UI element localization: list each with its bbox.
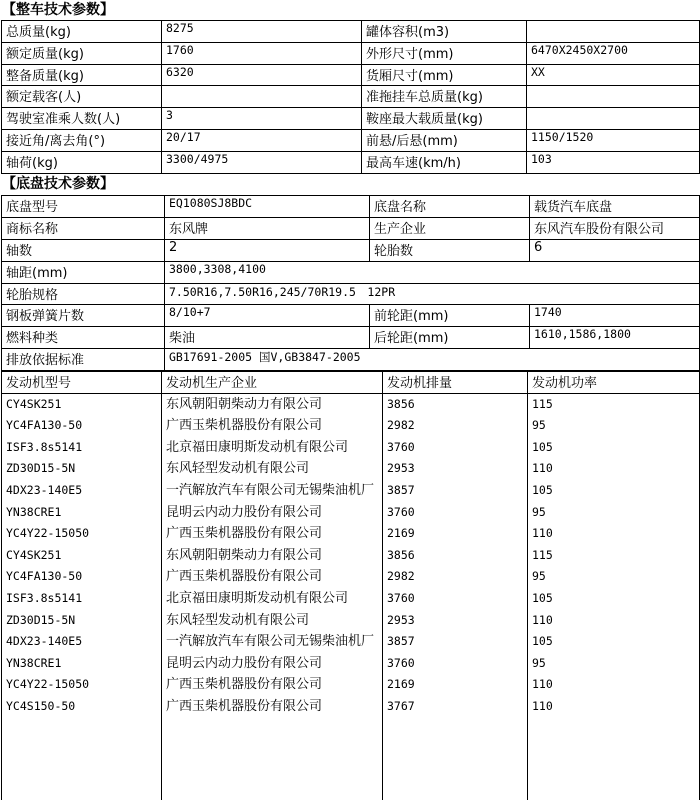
engine-displacement: 3857 xyxy=(387,634,415,649)
table-cell: 排放依据标准 xyxy=(2,349,165,371)
table-cell: 鞍座最大载质量(kg) xyxy=(362,108,527,130)
table-row xyxy=(2,151,700,173)
table-cell: 柴油 xyxy=(165,327,370,349)
engine-displacement: 3856 xyxy=(387,396,415,411)
table-cell: 罐体容积(m3) xyxy=(362,21,527,43)
table-row xyxy=(2,42,700,64)
table-cell: 1760 xyxy=(162,42,362,64)
engine-maker: 北京福田康明斯发动机有限公司 xyxy=(166,439,349,455)
table-cell: 商标名称 xyxy=(2,217,165,239)
engine-model: YC4Y22-15050 xyxy=(6,526,90,541)
engine-maker: 一汽解放汽车有限公司无锡柴油机厂 xyxy=(166,482,375,498)
engine-displacement: 3857 xyxy=(387,482,415,497)
engine-maker: 东风朝阳朝柴动力有限公司 xyxy=(166,396,323,412)
engine-power: 95 xyxy=(532,655,546,670)
engine-maker: 东风朝阳朝柴动力有限公司 xyxy=(166,547,323,563)
engine-displacement-list xyxy=(383,393,528,800)
engine-maker: 东风轻型发动机有限公司 xyxy=(166,461,310,477)
table-cell: EQ1080SJ8BDC xyxy=(165,196,370,218)
table-cell: 轴数 xyxy=(2,239,165,261)
table-cell xyxy=(527,86,700,108)
engine-model: YC4FA130-50 xyxy=(6,569,83,584)
engine-table xyxy=(1,371,700,800)
table-header-row xyxy=(2,372,700,394)
engine-maker: 广西玉柴机器股份有限公司 xyxy=(166,698,323,714)
engine-displacement: 2169 xyxy=(387,526,415,541)
table-cell: 1610,1586,1800 xyxy=(530,327,700,349)
engine-model: ZD30D15-5N xyxy=(6,461,76,476)
table-row xyxy=(2,196,700,218)
engine-model: ZD30D15-5N xyxy=(6,612,76,627)
table-cell: 3800,3308,4100 xyxy=(165,261,700,283)
table-row xyxy=(2,283,700,305)
engine-displacement: 3767 xyxy=(387,698,415,713)
engine-power: 110 xyxy=(532,698,553,713)
table-cell: 准拖挂车总质量(kg) xyxy=(362,86,527,108)
engine-power: 105 xyxy=(532,634,553,649)
table-cell: 外形尺寸(mm) xyxy=(362,42,527,64)
table-cell: 钢板弹簧片数 xyxy=(2,305,165,327)
table-cell: 最高车速(km/h) xyxy=(362,151,527,173)
table-cell: 前悬/后悬(mm) xyxy=(362,129,527,151)
column-header: 发动机生产企业 xyxy=(162,372,383,394)
engine-power: 115 xyxy=(532,547,553,562)
engine-model: 4DX23-140E5 xyxy=(6,482,83,497)
vehicle-params-table xyxy=(1,20,700,174)
engine-power: 110 xyxy=(532,612,553,627)
table-cell: 东风汽车股份有限公司 xyxy=(530,217,700,239)
engine-displacement: 3760 xyxy=(387,590,415,605)
table-row xyxy=(2,21,700,43)
engine-maker-list xyxy=(162,393,383,800)
table-cell: 轮胎规格 xyxy=(2,283,165,305)
table-cell: 1740 xyxy=(530,305,700,327)
engine-displacement: 2953 xyxy=(387,612,415,627)
engine-power: 95 xyxy=(532,418,546,433)
table-cell: 额定质量(kg) xyxy=(2,42,162,64)
table-row xyxy=(2,86,700,108)
engine-displacement: 3760 xyxy=(387,504,415,519)
table-row xyxy=(2,217,700,239)
engine-maker: 广西玉柴机器股份有限公司 xyxy=(166,569,323,585)
table-cell: 20/17 xyxy=(162,129,362,151)
table-cell: 底盘型号 xyxy=(2,196,165,218)
table-cell: 后轮距(mm) xyxy=(370,327,530,349)
engine-power-list xyxy=(528,393,700,800)
table-cell: 轮胎数 xyxy=(370,239,530,261)
table-cell xyxy=(162,86,362,108)
table-cell: 轴距(mm) xyxy=(2,261,165,283)
table-row xyxy=(2,64,700,86)
engine-model: YC4FA130-50 xyxy=(6,418,83,433)
engine-maker: 北京福田康明斯发动机有限公司 xyxy=(166,590,349,606)
engine-displacement: 3760 xyxy=(387,655,415,670)
engine-maker: 一汽解放汽车有限公司无锡柴油机厂 xyxy=(166,634,375,650)
engine-displacement: 2953 xyxy=(387,461,415,476)
table-cell: 东风牌 xyxy=(165,217,370,239)
engine-displacement: 2169 xyxy=(387,677,415,692)
table-row xyxy=(2,108,700,130)
table-cell: 载货汽车底盘 xyxy=(530,196,700,218)
engine-model: ISF3.8s5141 xyxy=(6,590,83,605)
table-cell: 3300/4975 xyxy=(162,151,362,173)
table-cell: 货厢尺寸(mm) xyxy=(362,64,527,86)
engine-model-list xyxy=(2,393,162,800)
engine-power: 95 xyxy=(532,569,546,584)
table-cell: 3 xyxy=(162,108,362,130)
table-row xyxy=(2,305,700,327)
table-cell: 燃料种类 xyxy=(2,327,165,349)
table-cell: 整备质量(kg) xyxy=(2,64,162,86)
engine-displacement: 2982 xyxy=(387,418,415,433)
engine-list-row xyxy=(2,393,700,800)
engine-power: 105 xyxy=(532,482,553,497)
table-cell: 8275 xyxy=(162,21,362,43)
vehicle-params-heading: 【整车技术参数】 xyxy=(0,0,700,20)
engine-maker: 昆明云内动力股份有限公司 xyxy=(166,504,323,520)
engine-model: ISF3.8s5141 xyxy=(6,439,83,454)
table-cell: 总质量(kg) xyxy=(2,21,162,43)
table-cell: 8/10+7 xyxy=(165,305,370,327)
table-cell: 底盘名称 xyxy=(370,196,530,218)
engine-power: 110 xyxy=(532,526,553,541)
table-cell: 6320 xyxy=(162,64,362,86)
engine-displacement: 3760 xyxy=(387,439,415,454)
engine-displacement: 3856 xyxy=(387,547,415,562)
table-cell: 1150/1520 xyxy=(527,129,700,151)
column-header: 发动机型号 xyxy=(2,372,162,394)
engine-power: 110 xyxy=(532,677,553,692)
engine-model: YN38CRE1 xyxy=(6,655,62,670)
table-cell: 前轮距(mm) xyxy=(370,305,530,327)
engine-power: 95 xyxy=(532,504,546,519)
engine-power: 110 xyxy=(532,461,553,476)
table-cell: 6 xyxy=(530,239,700,261)
chassis-params-table xyxy=(1,195,700,371)
table-cell xyxy=(527,108,700,130)
table-row xyxy=(2,261,700,283)
chassis-params-heading: 【底盘技术参数】 xyxy=(0,174,700,194)
engine-displacement: 2982 xyxy=(387,569,415,584)
table-cell: 接近角/离去角(°) xyxy=(2,129,162,151)
engine-maker: 广西玉柴机器股份有限公司 xyxy=(166,677,323,693)
engine-power: 105 xyxy=(532,590,553,605)
table-cell: 103 xyxy=(527,151,700,173)
engine-maker: 东风轻型发动机有限公司 xyxy=(166,612,310,628)
engine-maker: 昆明云内动力股份有限公司 xyxy=(166,655,323,671)
table-row xyxy=(2,327,700,349)
engine-model: YC4S150-50 xyxy=(6,698,76,713)
engine-model: CY4SK251 xyxy=(6,547,62,562)
table-cell: 轴荷(kg) xyxy=(2,151,162,173)
table-cell xyxy=(527,21,700,43)
engine-model: 4DX23-140E5 xyxy=(6,634,83,649)
engine-model: CY4SK251 xyxy=(6,396,62,411)
table-cell: 7.50R16,7.50R16,245/70R19.5 12PR xyxy=(165,283,700,305)
column-header: 发动机功率 xyxy=(528,372,700,394)
table-cell: 生产企业 xyxy=(370,217,530,239)
table-row xyxy=(2,349,700,371)
engine-power: 105 xyxy=(532,439,553,454)
engine-maker: 广西玉柴机器股份有限公司 xyxy=(166,418,323,434)
table-row xyxy=(2,239,700,261)
engine-maker: 广西玉柴机器股份有限公司 xyxy=(166,526,323,542)
table-cell: 6470X2450X2700 xyxy=(527,42,700,64)
table-cell: GB17691-2005 国V,GB3847-2005 xyxy=(165,349,700,371)
table-cell: XX xyxy=(527,64,700,86)
engine-power: 115 xyxy=(532,396,553,411)
table-row xyxy=(2,129,700,151)
table-cell: 驾驶室准乘人数(人) xyxy=(2,108,162,130)
table-cell: 额定载客(人) xyxy=(2,86,162,108)
engine-model: YN38CRE1 xyxy=(6,504,62,519)
engine-model: YC4Y22-15050 xyxy=(6,677,90,692)
column-header: 发动机排量 xyxy=(383,372,528,394)
table-cell: 2 xyxy=(165,239,370,261)
